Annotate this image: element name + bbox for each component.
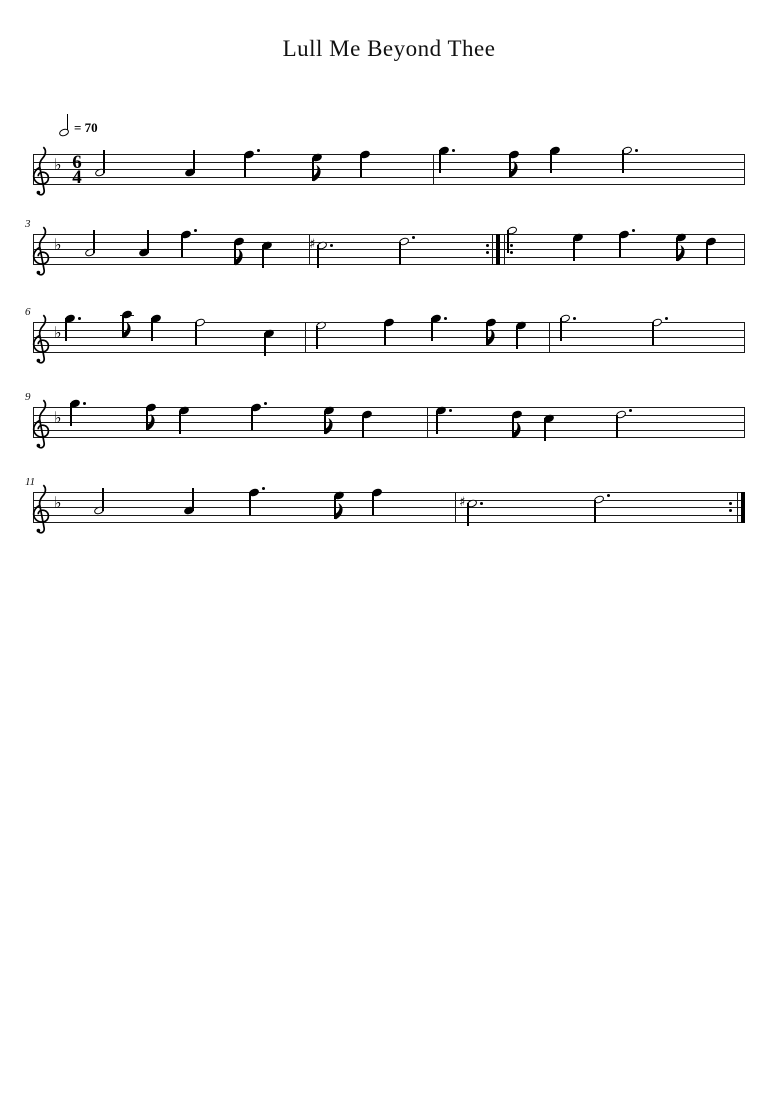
- staff-line: [33, 184, 745, 185]
- note-stem: [316, 326, 317, 349]
- staff-line: [33, 407, 745, 408]
- barline: [433, 154, 434, 185]
- note-stem: [195, 322, 196, 345]
- staff-line: [33, 264, 745, 265]
- eighth-flag-icon: [335, 503, 344, 520]
- flat-icon: ♭: [54, 155, 62, 174]
- eighth-flag-icon: [487, 329, 496, 346]
- augmentation-dot: [452, 149, 455, 152]
- eighth-flag-icon: [677, 245, 686, 262]
- note-stem: [399, 242, 400, 265]
- augmentation-dot: [330, 244, 333, 247]
- augmentation-dot: [635, 149, 638, 152]
- staff-line: [33, 169, 745, 170]
- note-stem: [264, 333, 265, 356]
- note-stem: [431, 318, 432, 341]
- note-stem: [544, 418, 545, 441]
- note-stem: [622, 150, 623, 173]
- note-stem: [179, 411, 180, 434]
- note-stem: [652, 322, 653, 345]
- eighth-flag-icon: [510, 161, 519, 178]
- repeat-dot: [510, 251, 513, 254]
- augmentation-dot: [257, 149, 260, 152]
- note-stem: [560, 318, 561, 341]
- staff-line: [33, 515, 745, 516]
- repeat-barline: [496, 234, 500, 265]
- staff-line: [33, 422, 745, 423]
- staff-line: [33, 507, 745, 508]
- augmentation-dot: [412, 236, 415, 239]
- barline: [427, 407, 428, 438]
- staff-line: [33, 234, 745, 235]
- treble-clef-icon: [32, 144, 52, 200]
- note-stem: [706, 242, 707, 265]
- augmentation-dot: [83, 402, 86, 405]
- measure-number: 3: [25, 218, 31, 230]
- note-stem: [244, 154, 245, 177]
- staff-line: [33, 492, 745, 493]
- augmentation-dot: [264, 402, 267, 405]
- repeat-dot: [510, 244, 513, 247]
- note-stem: [249, 492, 250, 515]
- augmentation-dot: [629, 409, 632, 412]
- repeat-barline: [741, 492, 745, 523]
- note-stem: [573, 238, 574, 261]
- note-stem: [616, 415, 617, 438]
- note-stem: [619, 234, 620, 257]
- note-stem: [262, 245, 263, 268]
- treble-clef-icon: [32, 397, 52, 453]
- barline: [744, 234, 745, 265]
- eighth-flag-icon: [325, 418, 334, 435]
- augmentation-dot: [194, 229, 197, 232]
- repeat-barline: [492, 234, 493, 265]
- note-stem: [151, 318, 152, 341]
- measure-number: 9: [25, 391, 31, 403]
- repeat-dot: [729, 509, 732, 512]
- note-stem: [467, 503, 468, 526]
- note-stem: [436, 411, 437, 434]
- barline: [744, 154, 745, 185]
- repeat-barline: [737, 492, 738, 523]
- note-stem: [439, 150, 440, 173]
- note-stem: [360, 154, 361, 177]
- sharp-icon: ♯: [309, 237, 316, 253]
- flat-icon: ♭: [54, 408, 62, 427]
- note-stem: [550, 150, 551, 173]
- staff-line: [33, 437, 745, 438]
- tempo-marking: = 70: [74, 120, 98, 135]
- piece-title: Lull Me Beyond Thee: [282, 36, 496, 61]
- augmentation-dot: [449, 409, 452, 412]
- flat-icon: ♭: [54, 323, 62, 342]
- repeat-dot: [729, 502, 732, 505]
- augmentation-dot: [78, 317, 81, 320]
- eighth-flag-icon: [313, 165, 322, 182]
- barline: [305, 322, 306, 353]
- sharp-icon: ♯: [459, 495, 466, 511]
- note-stem: [181, 234, 182, 257]
- time-signature-upper: 6: [72, 151, 82, 173]
- note-stem: [103, 150, 104, 173]
- treble-clef-icon: [32, 224, 52, 280]
- note-stem: [192, 488, 193, 511]
- augmentation-dot: [632, 229, 635, 232]
- barline: [744, 322, 745, 353]
- note-stem: [372, 492, 373, 515]
- repeat-barline: [504, 234, 505, 265]
- note-stem: [147, 230, 148, 253]
- barline: [455, 492, 456, 523]
- staff-line: [33, 522, 745, 523]
- barline: [549, 322, 550, 353]
- eighth-flag-icon: [235, 249, 244, 266]
- note-stem: [102, 488, 103, 511]
- note-stem: [65, 318, 66, 341]
- note-stem: [507, 230, 508, 253]
- measure-number: 11: [25, 476, 36, 488]
- barline: [744, 407, 745, 438]
- augmentation-dot: [607, 494, 610, 497]
- staff-line: [33, 337, 745, 338]
- staff-line: [33, 154, 745, 155]
- treble-clef-icon: [32, 482, 52, 538]
- time-signature-lower: 4: [72, 166, 82, 188]
- note-stem: [317, 245, 318, 268]
- eighth-flag-icon: [513, 422, 522, 439]
- measure-number: 6: [25, 306, 31, 318]
- repeat-dot: [486, 244, 489, 247]
- note-stem: [251, 407, 252, 430]
- note-stem: [193, 150, 194, 173]
- staff-line: [33, 162, 745, 163]
- staff-line: [33, 242, 745, 243]
- eighth-flag-icon: [147, 414, 156, 431]
- staff-line: [33, 415, 745, 416]
- note-stem: [70, 403, 71, 426]
- staff-line: [33, 257, 745, 258]
- note-stem: [516, 326, 517, 349]
- staff-line: [33, 500, 745, 501]
- note-stem: [93, 230, 94, 253]
- flat-icon: ♭: [54, 493, 62, 512]
- treble-clef-icon: [32, 312, 52, 368]
- flat-icon: ♭: [54, 235, 62, 254]
- staff-line: [33, 330, 745, 331]
- augmentation-dot: [444, 317, 447, 320]
- augmentation-dot: [573, 317, 576, 320]
- tempo-note-icon: [67, 114, 68, 130]
- augmentation-dot: [262, 487, 265, 490]
- augmentation-dot: [480, 502, 483, 505]
- repeat-dot: [486, 251, 489, 254]
- note-stem: [384, 322, 385, 345]
- eighth-flag-icon: [123, 322, 132, 339]
- staff-line: [33, 352, 745, 353]
- augmentation-dot: [665, 317, 668, 320]
- note-stem: [594, 500, 595, 523]
- staff-line: [33, 430, 745, 431]
- note-stem: [362, 415, 363, 438]
- staff-line: [33, 177, 745, 178]
- staff-line: [33, 345, 745, 346]
